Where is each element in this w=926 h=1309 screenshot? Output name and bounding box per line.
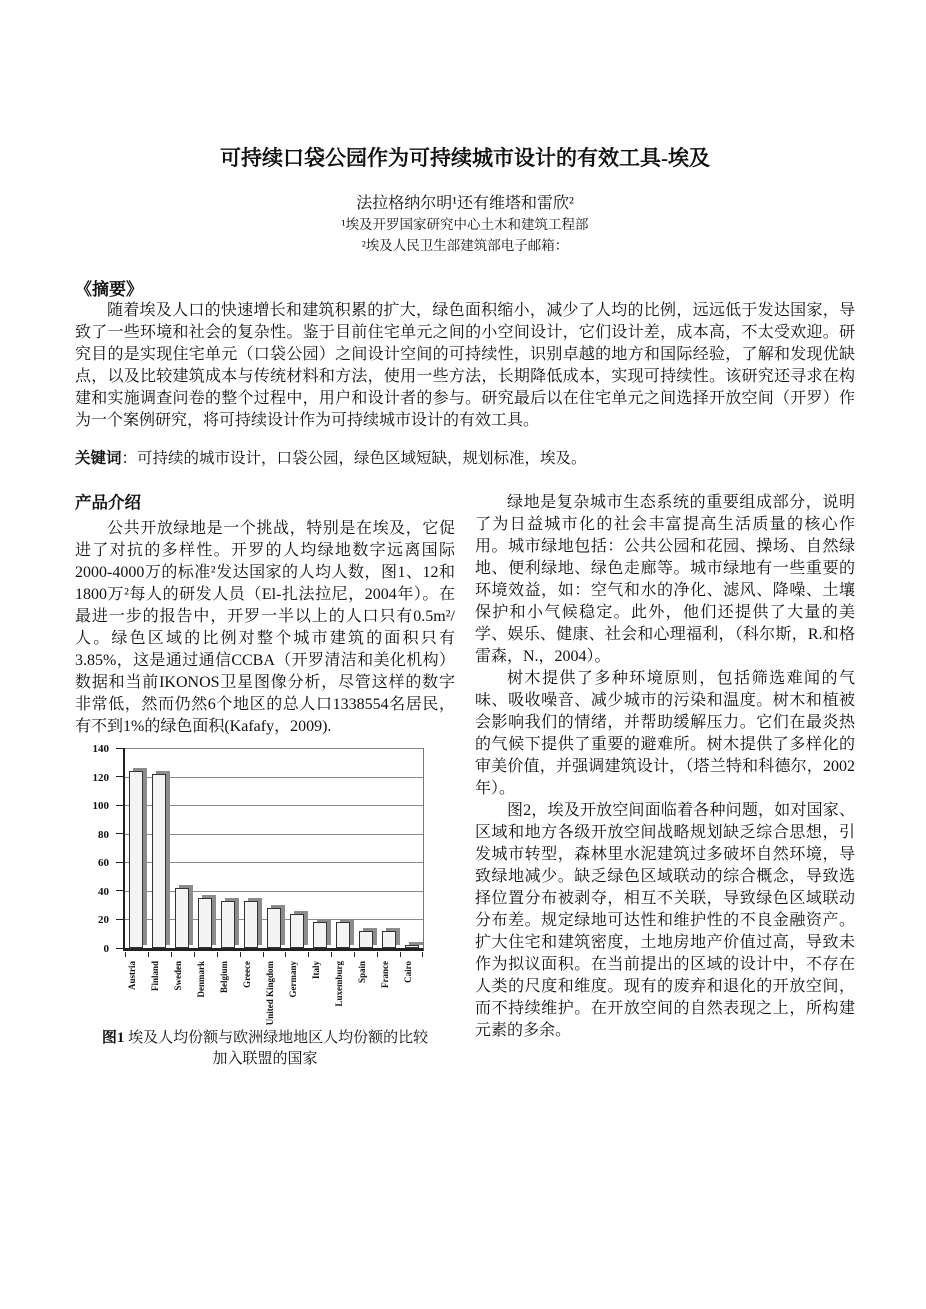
authors-line: 法拉格纳尔明¹还有维塔和雷欣²	[356, 195, 574, 212]
chart-y-tick-mark	[116, 748, 123, 749]
chart-y-tick-mark	[116, 890, 123, 891]
chart-y-tick-label: 60	[98, 857, 109, 870]
chart-y-tick-mark	[116, 805, 123, 806]
chart-y-tick-label: 0	[103, 943, 109, 955]
chart-y-tick-mark	[116, 948, 123, 949]
chart-x-tick-label: Cairo	[402, 961, 413, 983]
chart-x-tick-label: Austria	[127, 961, 138, 990]
chart-bar	[313, 922, 327, 948]
chart-bar	[244, 901, 258, 948]
section-heading-introduction: 产品介绍	[75, 493, 141, 512]
chart-x-tick-label: Germany	[287, 961, 298, 998]
chart-y-tick-mark	[116, 862, 123, 863]
right-paragraph-3: 图2，埃及开放空间面临着各种问题，如对国家、区域和地方各级开放空间战略规划缺乏综合思想，引发城市转型，森林里水泥建筑过多破坏自然环境，导致绿地减少。缺乏绿色区域联动的综合概念，导致选择位置分布被剥夺，相互不关联，导致绿色区域联动分布差。规定绿地可达性和维护性的不良金融资产。扩大住宅和建筑密度，土地房地产价值过高，导致未作为拟议面积。在当前提出的区域的设计中，不存在人类的尺度和维度。现有的废弃和退化的开放空间，而不持续维护。在开放空间的自然表现之上，所构建元素的多余。	[475, 802, 855, 1039]
chart-bar	[267, 908, 281, 948]
chart-y-axis-labels	[75, 743, 117, 955]
affiliation-2: ²埃及人民卫生部建筑部电子邮箱：	[361, 238, 569, 253]
keywords-line	[75, 448, 855, 470]
chart-y-tick-mark	[116, 833, 123, 834]
chart-x-tick-label: United Kingdom	[265, 961, 275, 1026]
chart-y-tick-label: 120	[92, 771, 109, 784]
chart-plot-area	[123, 748, 424, 951]
chart-x-axis-labels	[123, 956, 421, 1026]
chart-x-tick-label: Belgium	[219, 961, 230, 994]
introduction-paragraph: 公共开放绿地是一个挑战，特别是在埃及，它促进了对抗的多样性。开罗的人均绿地数字远离国际2000-4000万的标准²发达国家的人均人数，图1、12和1800万²每人的研发人员（El-扎法拉尼，2004年）。在最进一步的报告中，开罗一半以上的人口只有0.5m²/人。绿色区域的比例对整个城市建筑的面积只有3.85%，这是通过通信CCBA（开罗清洁和美化机构）数据和当前IKONOS卫星图像分析，尽管这样的数字非常低，然而仍然6个地区的总人口1338554名居民，有不到1%的绿色面积(Kafafy，2009).	[75, 520, 455, 735]
chart-y-tick-mark	[116, 776, 123, 777]
chart-x-tick-label: Spain	[356, 961, 367, 984]
right-paragraph-1: 绿地是复杂城市生态系统的重要组成部分，说明了为日益城市化的社会丰富提高生活质量的核心作用。城市绿地包括：公共公园和花园、操场、自然绿地、便利绿地、绿色走廊等。城市绿地有一些重要的环境效益，如：空气和水的净化、滤风、降噪、土壤保护和小气候稳定。此外，他们还提供了大量的美学、娱乐、健康、社会和心理福利，（科尔斯，R.和格雷森，N.，2004）。	[475, 494, 855, 665]
chart-bar	[290, 914, 304, 948]
paper-title: 可持续口袋公园作为可持续城市设计的有效工具-埃及	[220, 146, 710, 170]
chart-y-tick-label: 100	[92, 800, 109, 813]
chart-gridline	[125, 891, 423, 892]
chart-bar	[359, 931, 373, 948]
chart-bar	[198, 898, 212, 948]
chart-bar	[382, 931, 396, 948]
chart-bar	[129, 771, 143, 948]
chart-y-tick-label: 40	[98, 885, 109, 898]
chart-gridline	[125, 834, 423, 835]
chart-x-tick-label: Greece	[242, 961, 253, 988]
right-column	[475, 492, 855, 1070]
chart-y-tick-label: 140	[92, 743, 109, 755]
chart-bar	[152, 774, 166, 948]
figure-caption-line1	[75, 1028, 455, 1049]
figure-1-bar-chart	[75, 743, 455, 1026]
right-paragraph-2: 树木提供了多种环境原则，包括筛选难闻的气味、吸收噪音、减少城市的污染和温度。树木和植被会影响我们的情绪，并帮助缓解压力。它们在最炎热的气候下提供了重要的避难所。树木提供了多样化的审美价值，并强调建筑设计，（塔兰特和科德尔，2002年）。	[475, 670, 855, 797]
keywords-label: 关键词	[75, 450, 122, 467]
chart-gridline	[125, 748, 423, 749]
chart-bar	[175, 888, 189, 948]
chart-x-tick-label: France	[379, 961, 390, 988]
chart-y-tick-mark	[116, 919, 123, 920]
chart-x-tick-label: Luxemburg	[333, 961, 344, 1007]
abstract-heading: 《摘要》	[75, 280, 143, 299]
chart-x-tick-label: Sweden	[173, 961, 184, 991]
figure-caption-text: 埃及人均份额与欧洲绿地地区人均份额的比较	[128, 1030, 429, 1046]
chart-x-tick-label: Denmark	[196, 961, 207, 998]
chart-y-tick-label: 20	[98, 914, 109, 927]
chart-x-tick-mark	[422, 952, 423, 957]
chart-x-tick-label: Italy	[310, 961, 321, 979]
chart-bar	[221, 901, 235, 948]
chart-bar	[336, 922, 350, 948]
affiliation-1: ¹埃及开罗国家研究中心土木和建筑工程部	[341, 217, 589, 232]
chart-gridline	[125, 862, 423, 863]
chart-y-tick-label: 80	[98, 828, 109, 841]
chart-bar	[405, 945, 419, 948]
figure-1-caption	[75, 1028, 455, 1070]
keywords-text: ：可持续的城市设计，口袋公园，绿色区域短缺，规划标准，埃及。	[121, 450, 587, 467]
chart-x-tick-label: Finland	[150, 961, 161, 992]
abstract-paragraph: 随着埃及人口的快速增长和建筑积累的扩大，绿色面积缩小，减少了人均的比例，远远低于发达国家，导致了一些环境和社会的复杂性。鉴于目前住宅单元之间的小空间设计，它们设计差，成本高，不太受欢迎。研究目的是实现住宅单元（口袋公园）之间设计空间的可持续性，识别卓越的地方和国际经验，了解和发现优缺点，以及比较建筑成本与传统材料和方法，使用一些方法，长期降低成本，实现可持续性。该研究还寻求在构建和实施调查问卷的整个过程中，用户和设计者的参与。研究最后以在住宅单元之间选择开放空间（开罗）作为一个案例研究，将可持续设计作为可持续城市设计的有效工具。	[75, 302, 855, 429]
figure-caption-line2: 加入联盟的国家	[212, 1051, 318, 1067]
chart-gridline	[125, 805, 423, 806]
left-column	[75, 492, 455, 1070]
figure-caption-label: 图1	[101, 1030, 125, 1046]
two-column-section	[75, 492, 855, 1070]
chart-gridline	[125, 777, 423, 778]
